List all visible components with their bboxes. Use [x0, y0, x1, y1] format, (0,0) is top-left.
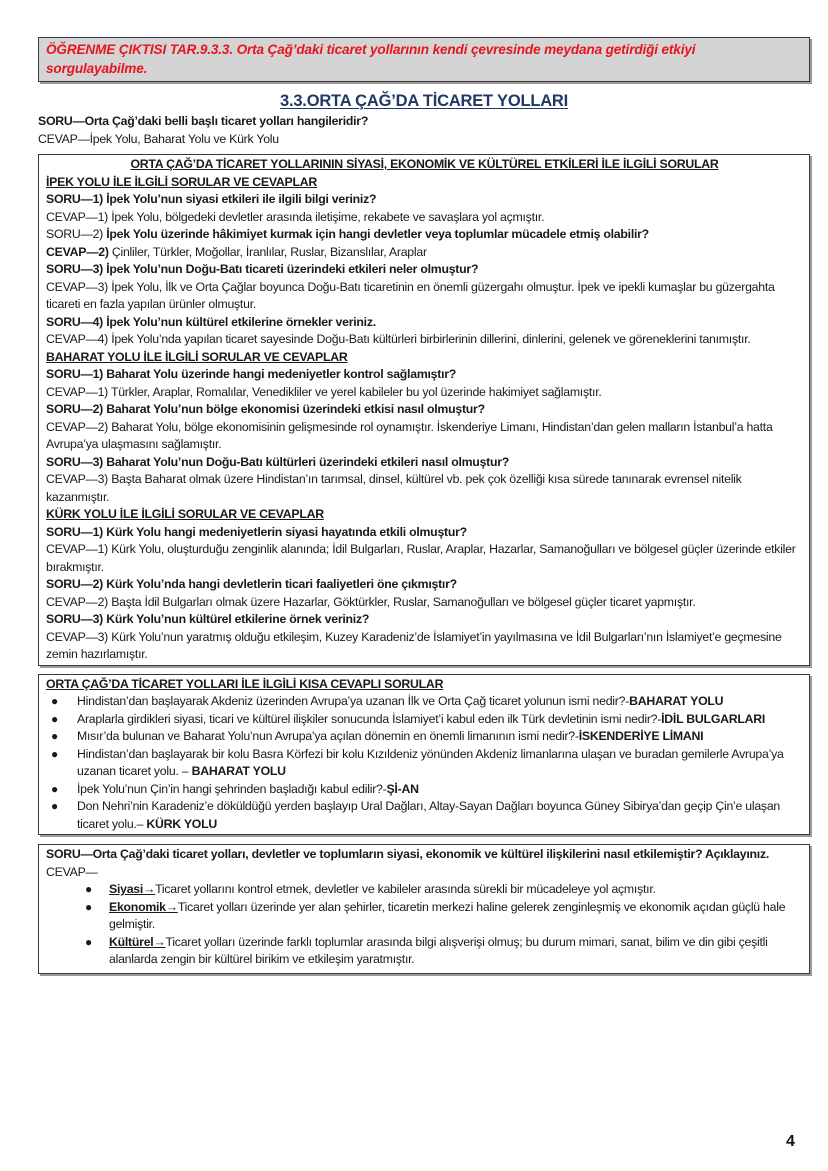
spice-a2-prefix: CEVAP—2): [46, 419, 112, 434]
silk-a2-prefix: CEVAP—2): [46, 244, 112, 259]
silk-q4: [46, 314, 803, 332]
silk-q3-text: İpek Yolu’nun Doğu-Batı ticareti üzerindeki etkileri neler olmuştur?: [106, 262, 479, 276]
bullet-icon: ●: [51, 729, 58, 743]
fur-q1-text: Kürk Yolu hangi medeniyetlerin siyasi hayatında etkili olmuştur?: [106, 524, 467, 539]
silk-q1-text: İpek Yolu’nun siyasi etkileri ile ilgili bilgi veriniz?: [106, 192, 377, 206]
list-item: [46, 711, 803, 729]
essay-item-label-text: Siyasi: [109, 882, 144, 896]
fur-a3-prefix: CEVAP—3): [46, 629, 112, 644]
spice-q1-prefix: SORU—1): [46, 367, 107, 381]
spice-road-heading: BAHARAT YOLU İLE İLGİLİ SORULAR VE CEVAPLAR: [46, 349, 348, 364]
silk-q2: [46, 226, 803, 244]
silk-a2-text: Çinliler, Türkler, Moğollar, İranlılar, Ruslar, Bizanslılar, Araplar: [111, 244, 427, 259]
spice-a1-text: Türkler, Araplar, Romalılar, Venedikliler ve yerel kabileler bu yol üzerinde hakimiyet sağlamıştır.: [110, 384, 602, 399]
fur-a3: [46, 629, 803, 664]
silk-q1-prefix: SORU—1): [46, 192, 107, 206]
silk-a2: [46, 244, 803, 262]
learning-outcome-box: [38, 37, 810, 82]
list-item: [46, 746, 803, 781]
short-answer: İDİL BULGARLARI: [661, 711, 766, 726]
spice-a1: [46, 384, 803, 402]
fur-q2: [46, 576, 803, 594]
silk-q1: [46, 191, 803, 209]
silk-a1-text: İpek Yolu, bölgedeki devletler arasında iletişime, rekabete ve savaşlara yol açmıştır.: [111, 209, 545, 224]
spice-a3: [46, 471, 803, 506]
fur-a1-prefix: CEVAP—1): [46, 542, 112, 556]
silk-q4-text: İpek Yolu’nun kültürel etkilerine örnekler veriniz.: [106, 314, 376, 329]
essay-answer-list: [46, 881, 803, 969]
spice-q3-prefix: SORU—3): [46, 454, 107, 469]
short-answer: İSKENDERİYE LİMANI: [578, 729, 704, 743]
fur-q3-prefix: SORU—3): [46, 612, 107, 626]
silk-a3-text: İpek Yolu, İlk ve Orta Çağlar boyunca Doğu-Batı ticaretinin en önemli güzergahı olmuştur. İpek ve ipekli kumaşlar bu güzergahta ticareti en fazla yapılan ürünler olmuştur.: [46, 279, 775, 311]
essay-item-label-text: Ekonomik: [109, 899, 166, 914]
bullet-icon: ●: [51, 694, 58, 708]
silk-a4-text: İpek Yolu’nda yapılan ticaret sayesinde Doğu-Batı kültürleri birbirlerinin dillerini, dinlerini, gelenek ve göreneklerini tanımıştır.: [111, 332, 751, 346]
fur-road-heading: KÜRK YOLU İLE İLGİLİ SORULAR VE CEVAPLAR: [46, 507, 324, 521]
essay-answer-label: CEVAP—: [46, 864, 98, 879]
list-item: [46, 693, 803, 711]
short-question: Hindistan’dan başlayarak Akdeniz üzerinden Avrupa’ya uzanan İlk ve Orta Çağ ticaret yolunun ismi nedir?-: [77, 694, 630, 708]
list-item: [46, 728, 803, 746]
short-answer-heading: ORTA ÇAĞ’DA TİCARET YOLLARI İLE İLGİLİ KISA CEVAPLI SORULAR: [46, 676, 444, 691]
spice-a3-text: Başta Baharat olmak üzere Hindistan’ın tarımsal, dinsel, kültürel vb. pek çok özelliği kısa sürede tanınarak evrensel nitelik kazanmıştır.: [46, 472, 742, 504]
spice-q1-text: Baharat Yolu üzerinde hangi medeniyetler kontrol sağlamıştır?: [106, 367, 457, 381]
fur-q2-text: Kürk Yolu’nda hangi devletlerin ticari faaliyetleri öne çıkmıştır?: [106, 577, 457, 591]
essay-item-text: Ticaret yollarını kontrol etmek, devletler ve kabileler arasında sürekli bir mücadeleye yol açmıştır.: [155, 882, 656, 896]
spice-a1-prefix: CEVAP—1): [46, 384, 111, 399]
learning-outcome-line1: ÖĞRENME ÇIKTISI TAR.9.3.3. Orta Çağ’daki ticaret yollarının kendi çevresinde meydana getirdiği etkiyi: [46, 42, 696, 57]
fur-q3-text: Kürk Yolu’nun kültürel etkilerine örnek veriniz?: [106, 612, 370, 626]
spice-q2-prefix: SORU—2): [46, 402, 107, 416]
essay-item-label: [109, 935, 166, 949]
essay-question-box: [38, 844, 810, 974]
silk-a1: [46, 209, 803, 227]
short-answer: KÜRK YOLU: [146, 816, 218, 831]
silk-q2-prefix: SORU—2): [46, 227, 107, 241]
essay-item-label-text: Kültürel: [109, 934, 154, 949]
short-question: Mısır’da bulunan ve Baharat Yolu’nun Avrupa’ya açılan dönemin en önemli limanının ismi nedir?-: [77, 729, 579, 743]
spice-q3-text: Baharat Yolu’nun Doğu-Batı kültürleri üzerindeki etkileri nasıl olmuştur?: [106, 454, 510, 469]
silk-road-heading: İPEK YOLU İLE İLGİLİ SORULAR VE CEVAPLAR: [46, 174, 318, 189]
spice-q3: [46, 454, 803, 472]
intro-answer: CEVAP—İpek Yolu, Baharat Yolu ve Kürk Yolu: [38, 131, 279, 146]
essay-item-label: [109, 900, 178, 914]
list-item: [46, 881, 803, 899]
arrow-right-icon: →: [165, 899, 178, 914]
silk-a1-prefix: CEVAP—1): [46, 209, 112, 224]
page-title: 3.3.ORTA ÇAĞ’DA TİCARET YOLLARI: [279, 92, 569, 110]
list-item: [46, 899, 803, 934]
essay-question: SORU—Orta Çağ’daki ticaret yolları, devletler ve toplumların siyasi, ekonomik ve kültürel ilişkilerini nasıl etkilemiştir? Açıklayınız.: [46, 847, 770, 861]
bullet-icon: ●: [51, 711, 58, 726]
short-answer: Şİ-AN: [386, 781, 419, 796]
silk-q3: [46, 261, 803, 279]
silk-a3-prefix: CEVAP—3): [46, 279, 112, 294]
bullet-icon: ●: [51, 781, 58, 796]
silk-q3-prefix: SORU—3): [46, 262, 107, 276]
spice-q2: [46, 401, 803, 419]
fur-q1: [46, 524, 803, 542]
essay-item-text: Ticaret yolları üzerinde farklı toplumlar arasında bilgi alışverişi olmuş; bu durum mimari, sanat, bilim ve din gibi çeşitli alanlarda zengin bir kültürel birikim ve etkileşim yaratmıştır.: [109, 934, 768, 966]
spice-q1: [46, 366, 803, 384]
spice-a2-text: Baharat Yolu, bölge ekonomisinin gelişmesinde rol oynamıştır. İskenderiye Limanı, Hindistan’dan gelen malların İstanbul’a hatta Avrupa’ya ulaşmasını sağlamıştır.: [46, 419, 773, 451]
spice-a2: [46, 419, 803, 454]
bullet-icon: ●: [85, 899, 92, 914]
fur-a2-text: Başta İdil Bulgarları olmak üzere Hazarlar, Göktürkler, Ruslar, Samanoğulları ve bölgesel güçler ticaret yapmıştır.: [111, 594, 696, 609]
intro-question: SORU—Orta Çağ’daki belli başlı ticaret yolları hangileridir?: [38, 114, 369, 128]
short-answer: BAHARAT YOLU: [629, 694, 724, 708]
effects-section-heading: ORTA ÇAĞ’DA TİCARET YOLLARININ SİYASİ, EKONOMİK VE KÜLTÜREL ETKİLERİ İLE İLGİLİ SORULAR: [130, 157, 719, 171]
spice-q2-text: Baharat Yolu’nun bölge ekonomisi üzerindeki etkisi nasıl olmuştur?: [106, 402, 485, 416]
short-question: Araplarla girdikleri siyasi, ticari ve kültürel ilişkiler sonucunda İslamiyet’i kabul eden ilk Türk devletinin ismi nedir?-: [77, 711, 662, 726]
arrow-right-icon: →: [153, 934, 166, 949]
learning-outcome-line2: sorgulayabilme.: [46, 61, 148, 76]
silk-a3: [46, 279, 803, 314]
list-item: [46, 934, 803, 969]
short-answer-box: [38, 674, 810, 836]
intro-qa: [38, 113, 810, 148]
short-answer-list: [46, 693, 803, 833]
fur-q2-prefix: SORU—2): [46, 577, 107, 591]
fur-q1-prefix: SORU—1): [46, 524, 107, 539]
silk-q4-prefix: SORU—4): [46, 314, 107, 329]
silk-a4: [46, 331, 803, 349]
fur-a2: [46, 594, 803, 612]
fur-q3: [46, 611, 803, 629]
list-item: [46, 781, 803, 799]
short-question: Hindistan’dan başlayarak bir kolu Basra Körfezi bir kolu Kızıldeniz yönünden Akdeniz limanlarına ulaşan ve buradan gemilerle Avrupa’ya uzanan ticaret yolu. –: [77, 746, 784, 778]
short-question: Don Nehri’nin Karadeniz’e döküldüğü yerden başlayıp Ural Dağları, Altay-Sayan Dağları boyunca Güney Sibirya’dan geçip Çin’e ulaşan ticaret yolu.–: [77, 799, 781, 831]
bullet-icon: ●: [85, 934, 92, 949]
fur-a1: [46, 541, 803, 576]
bullet-icon: ●: [51, 746, 58, 761]
short-answer: BAHARAT YOLU: [191, 764, 286, 778]
essay-item-label: [109, 882, 155, 896]
fur-a2-prefix: CEVAP—2): [46, 594, 112, 609]
document-page: [38, 37, 810, 974]
spice-a3-prefix: CEVAP—3): [46, 472, 112, 486]
short-question: İpek Yolu’nun Çin’in hangi şehrinden başladığı kabul edilir?-: [77, 781, 387, 796]
bullet-icon: ●: [85, 882, 92, 896]
list-item: [46, 798, 803, 833]
essay-item-text: Ticaret yolları üzerinde yer alan şehirler, ticaretin merkezi haline gelerek zenginleşmiş ve ekonomik açıdan güçlü hale gelmiştir.: [109, 899, 786, 931]
arrow-right-icon: →: [143, 882, 156, 896]
silk-a4-prefix: CEVAP—4): [46, 332, 112, 346]
fur-a3-text: Kürk Yolu’nun yaratmış olduğu etkileşim, Kuzey Karadeniz’de İslamiyet’in yayılmasına ve İdil Bulgarları’nın İslamiyet’e geçmesine zemin hazırlamıştır.: [46, 629, 782, 661]
silk-q2-text: İpek Yolu üzerinde hâkimiyet kurmak için hangi devletler veya toplumlar mücadele etmiş olabilir?: [106, 227, 649, 241]
fur-a1-text: Kürk Yolu, oluşturduğu zenginlik alanında; İdil Bulgarları, Ruslar, Araplar, Hazarlar, Samanoğulları ve bölgesel güçler üzerinde etkiler bırakmıştır.: [46, 542, 796, 574]
page-number: 4: [786, 1133, 795, 1150]
effects-questions-box: [38, 154, 810, 666]
bullet-icon: ●: [51, 799, 58, 813]
